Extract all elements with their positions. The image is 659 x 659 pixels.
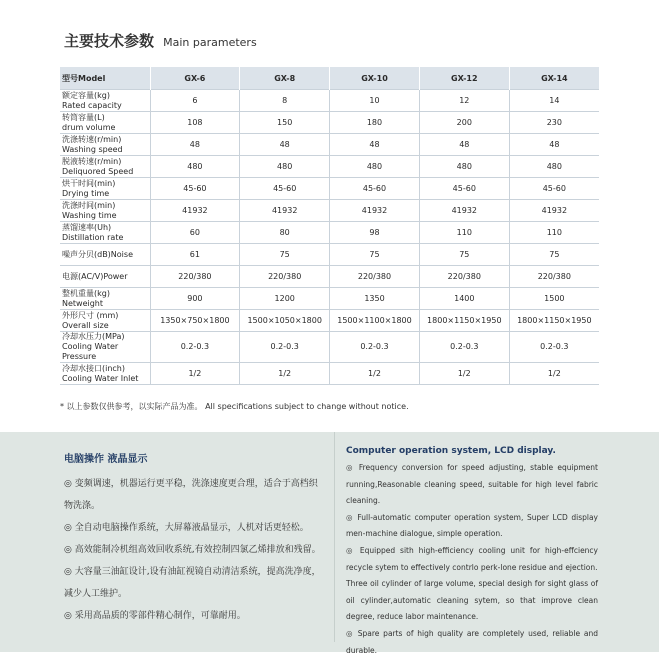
row-label-en: Deliquored Speed: [62, 166, 134, 176]
feature-item-cn: ◎ 全自动电脑操作系统，大屏幕液晶显示，人机对话更轻松。: [64, 523, 309, 533]
table-cell: 41932: [419, 200, 509, 222]
table-cell: 1800×1150×1950: [509, 310, 599, 332]
row-label-cn: 冷却水压力(MPa): [62, 332, 125, 341]
table-row: [60, 112, 599, 134]
feature-item-cn: ◎ 采用高品质的零部件精心制作，可靠耐用。: [64, 611, 246, 621]
header-model: GX-8: [240, 67, 330, 90]
table-cell: 480: [330, 156, 420, 178]
table-cell: 200: [419, 112, 509, 134]
row-label: [60, 156, 150, 178]
table-row: [60, 288, 599, 310]
features-section: [0, 432, 659, 655]
table-cell: 0.2-0.3: [240, 332, 330, 363]
table-row: [60, 178, 599, 200]
title-cn: 主要技术参数: [64, 32, 155, 50]
header-model: GX-14: [509, 67, 599, 90]
table-cell: 45-60: [419, 178, 509, 200]
row-label-cn: 转筒容量(L): [62, 112, 105, 122]
row-label-cn: 洗涤转速(r/min): [62, 134, 122, 144]
table-cell: 180: [330, 112, 420, 134]
table-cell: 0.2-0.3: [419, 332, 509, 363]
table-row: [60, 332, 599, 363]
table-cell: 1400: [419, 288, 509, 310]
table-cell: 98: [330, 222, 420, 244]
feature-item-cn: ◎ 高效能制冷机组高效回收系统,有效控制四氯乙烯排放和残留。: [64, 545, 321, 555]
row-label-cn: 洗涤时间(min): [62, 200, 116, 210]
table-cell: 41932: [240, 200, 330, 222]
disclaimer-note: * 以上参数仅供参考，以实际产品为准。 All specifications subject to change without notice.: [60, 402, 409, 411]
row-label-cn: 烘干时间(min): [62, 178, 116, 188]
table-cell: 108: [150, 112, 240, 134]
table-cell: 1/2: [419, 363, 509, 385]
table-cell: 1500: [509, 288, 599, 310]
table-cell: 75: [419, 244, 509, 266]
table-row: [60, 156, 599, 178]
feature-item-cn: ◎ 大容量三油缸设计,设有油缸视镜自动清洁系统，提高洗净度，减少人工维护。: [64, 567, 321, 599]
row-label: [60, 266, 150, 288]
table-cell: 220/380: [330, 266, 420, 288]
table-cell: 1/2: [509, 363, 599, 385]
table-cell: 75: [330, 244, 420, 266]
table-cell: 45-60: [240, 178, 330, 200]
row-label: [60, 310, 150, 332]
table-cell: 110: [509, 222, 599, 244]
table-cell: 45-60: [330, 178, 420, 200]
table-cell: 1500×1100×1800: [330, 310, 420, 332]
table-row: [60, 200, 599, 222]
row-label-cn: 脱液转速(r/min): [62, 156, 122, 166]
row-label: [60, 90, 150, 112]
row-label-cn: 噪声分贝(dB)Noise: [62, 249, 133, 259]
row-label: [60, 222, 150, 244]
row-label-en: Rated capacity: [62, 100, 122, 110]
table-cell: 41932: [330, 200, 420, 222]
header-model: GX-6: [150, 67, 240, 90]
features-cn: [64, 450, 326, 627]
header-model-label: 型号Model: [60, 67, 150, 90]
table-cell: 1200: [240, 288, 330, 310]
row-label-cn: 蒸馏速率(Uh): [62, 222, 112, 232]
features-cn-heading: 电脑操作 液晶显示: [64, 454, 148, 465]
table-cell: 1/2: [330, 363, 420, 385]
features-cn-list: [64, 473, 326, 627]
table-cell: 48: [240, 134, 330, 156]
table-row: [60, 244, 599, 266]
features-en-list: [346, 460, 598, 659]
row-label-cn: 冷却水接口(inch): [62, 363, 126, 373]
table-body: [60, 90, 599, 385]
table-cell: 230: [509, 112, 599, 134]
table-cell: 0.2-0.3: [150, 332, 240, 363]
table-cell: 48: [150, 134, 240, 156]
feature-item-en: ◎ Equipped sith high-efficiency cooling unit for high-effciency recycle sytem to effectively contrlo perk-lone residue and ejection.: [346, 545, 598, 572]
table-header-row: [60, 67, 599, 90]
table-row: [60, 266, 599, 288]
table-cell: 8: [240, 90, 330, 112]
table-cell: 1/2: [240, 363, 330, 385]
table-cell: 61: [150, 244, 240, 266]
table-row: [60, 310, 599, 332]
row-label: [60, 178, 150, 200]
table-cell: 14: [509, 90, 599, 112]
table-cell: 0.2-0.3: [509, 332, 599, 363]
row-label: [60, 288, 150, 310]
row-label-en: Washing speed: [62, 144, 123, 154]
table-cell: 10: [330, 90, 420, 112]
table-row: [60, 90, 599, 112]
row-label: [60, 134, 150, 156]
header-model: GX-10: [330, 67, 420, 90]
table-cell: 150: [240, 112, 330, 134]
table-cell: 12: [419, 90, 509, 112]
feature-item-en: ◎ Spare parts of high quality are completely used, reliable and durable.: [346, 628, 598, 655]
section-divider: [334, 432, 335, 642]
row-label-en: drum volume: [62, 122, 116, 132]
header-model: GX-12: [419, 67, 509, 90]
table-cell: 6: [150, 90, 240, 112]
parameters-table: [60, 67, 599, 385]
feature-item-en: ◎ Full-automatic computer operation system, Super LCD display men-machine dialogue, simple operation.: [346, 512, 598, 539]
row-label-en: Drying time: [62, 188, 110, 198]
table-cell: 75: [240, 244, 330, 266]
table-cell: 220/380: [509, 266, 599, 288]
row-label-en: Washing time: [62, 210, 117, 220]
row-label: [60, 244, 150, 266]
row-label-en: Netweight: [62, 298, 104, 308]
table-cell: 220/380: [240, 266, 330, 288]
row-label-cn: 电源(AC/V)Power: [62, 271, 128, 281]
table-cell: 80: [240, 222, 330, 244]
table-cell: 48: [330, 134, 420, 156]
row-label-en: Overall size: [62, 320, 109, 330]
page-title: [64, 30, 257, 51]
table-cell: 220/380: [150, 266, 240, 288]
table-cell: 110: [419, 222, 509, 244]
table-cell: 48: [509, 134, 599, 156]
feature-item-en: ◎ Frequency conversion for speed adjusting, stable equipment running,Reasonable cleaning speed, suitable for high level fabric cleaning.: [346, 463, 598, 506]
table-cell: 480: [509, 156, 599, 178]
table-cell: 1350×750×1800: [150, 310, 240, 332]
table-cell: 480: [150, 156, 240, 178]
row-label-cn: 外形尺寸 (mm): [62, 310, 119, 320]
table-cell: 75: [509, 244, 599, 266]
table-row: [60, 134, 599, 156]
table-cell: 0.2-0.3: [330, 332, 420, 363]
table-row: [60, 222, 599, 244]
table-cell: 1800×1150×1950: [419, 310, 509, 332]
table-cell: 480: [419, 156, 509, 178]
title-en: Main parameters: [163, 36, 257, 49]
row-label: [60, 363, 150, 385]
table-cell: 1/2: [150, 363, 240, 385]
table-cell: 45-60: [509, 178, 599, 200]
table-cell: 48: [419, 134, 509, 156]
table-cell: 900: [150, 288, 240, 310]
table-cell: 480: [240, 156, 330, 178]
features-en-heading: Computer operation system, LCD display.: [346, 446, 556, 456]
table-cell: 1500×1050×1800: [240, 310, 330, 332]
table-cell: 1350: [330, 288, 420, 310]
feature-item-en: Three oil cylinder of large volume, special desigh for sight glass of oil cylinder,automatic cleaning sytem, so that improve clean degree, reduce labor maintenance.: [346, 579, 598, 622]
row-label: [60, 200, 150, 222]
table-row: [60, 363, 599, 385]
row-label-en: Cooling Water Inlet: [62, 373, 139, 383]
table-cell: 220/380: [419, 266, 509, 288]
table-cell: 41932: [509, 200, 599, 222]
table-cell: 60: [150, 222, 240, 244]
features-en: [346, 446, 598, 659]
row-label-en: Distillation rate: [62, 232, 124, 242]
row-label-en: Cooling Water Pressure: [62, 342, 119, 361]
table-cell: 45-60: [150, 178, 240, 200]
row-label-cn: 额定容量(kg): [62, 90, 110, 100]
row-label-cn: 整机重量(kg): [62, 288, 110, 298]
feature-item-cn: ◎ 变频调速，机器运行更平稳，洗涤速度更合理，适合于高档织物洗涤。: [64, 479, 318, 511]
row-label: [60, 332, 150, 363]
table-cell: 41932: [150, 200, 240, 222]
row-label: [60, 112, 150, 134]
